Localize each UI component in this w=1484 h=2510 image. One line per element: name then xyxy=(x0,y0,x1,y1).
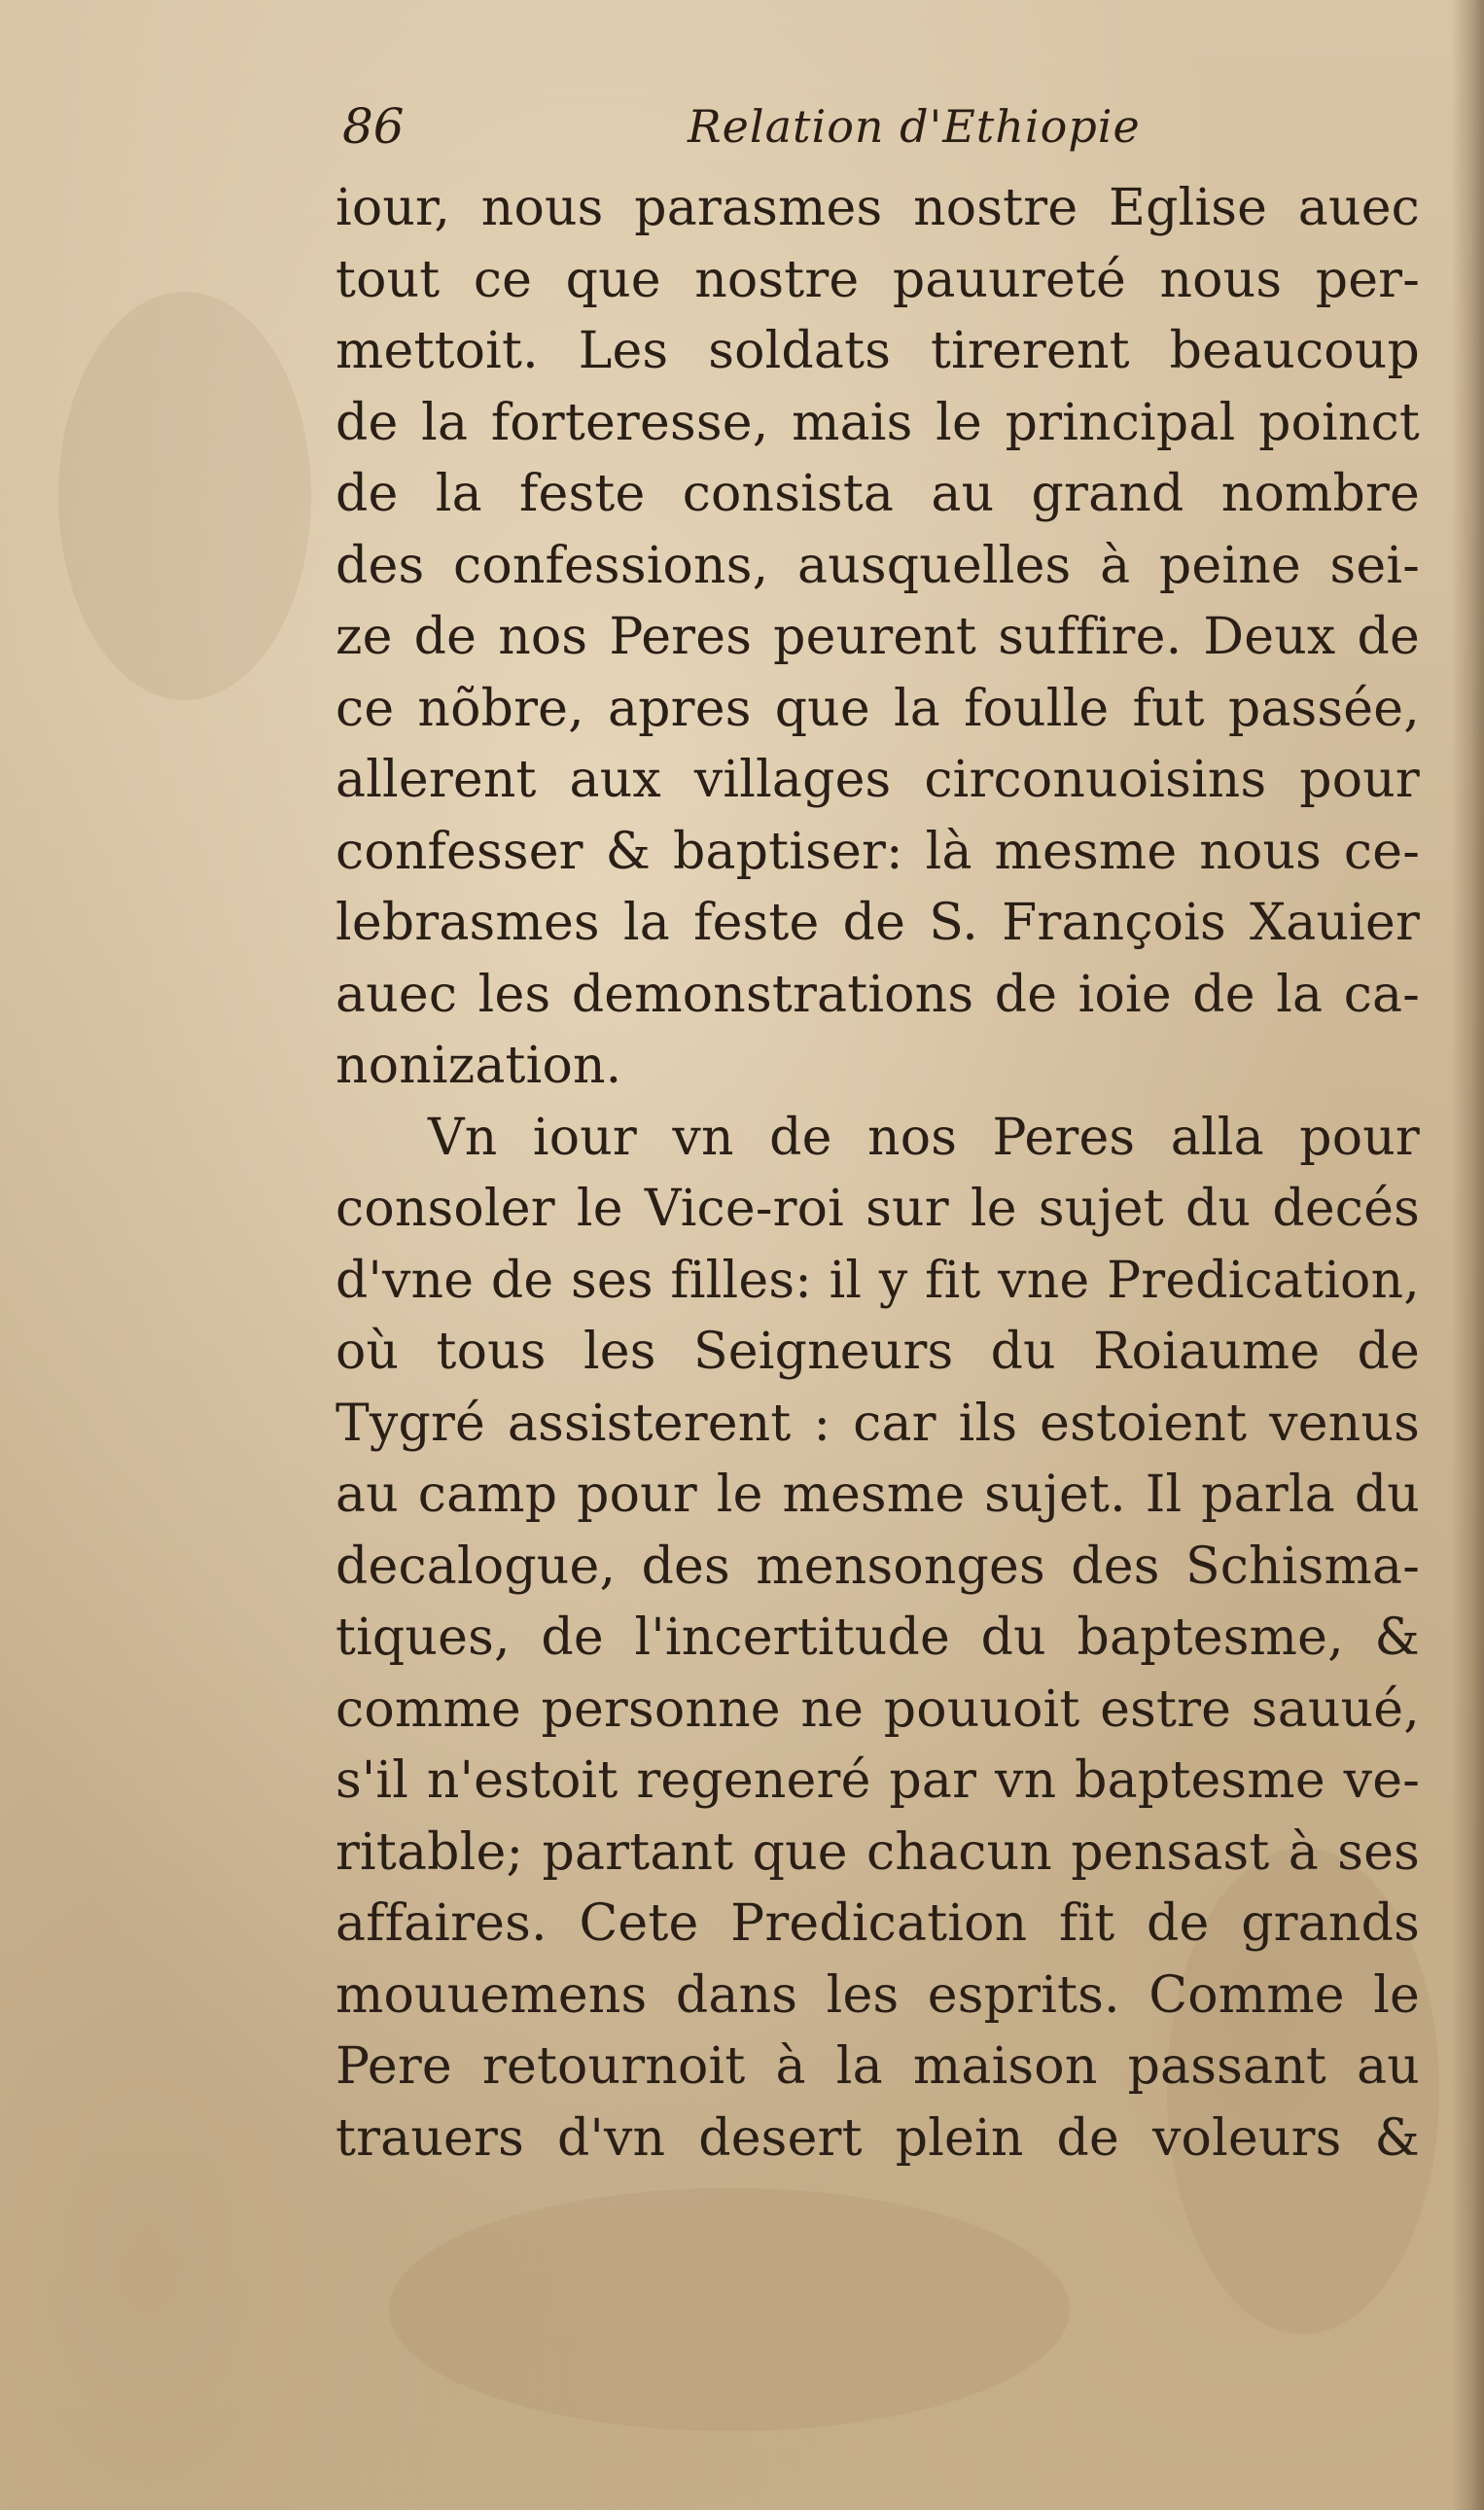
paragraph xyxy=(336,1103,1420,2175)
text-line: affaires. Cete Predication fit de grands xyxy=(336,1894,1420,1953)
text-line: de la forteresse, mais le principal poinct xyxy=(336,393,1420,452)
text-line: de la feste consista au grand nombre xyxy=(336,465,1420,523)
text-line: des confessions, ausquelles à peine sei- xyxy=(336,536,1420,595)
text-line: mettoit. Les soldats tirerent beaucoup xyxy=(336,322,1420,380)
text-line: tout ce que nostre pauureté nous per- xyxy=(336,250,1420,309)
page-number: 86 xyxy=(342,98,405,155)
text-line: ritable; partant que chacun pensast à ses xyxy=(336,1822,1420,1882)
text-line: ze de nos Peres peurent suffire. Deux de xyxy=(336,608,1420,666)
text-line: allerent aux villages circonuoisins pour xyxy=(336,751,1420,809)
text-line: comme personne ne pouuoit estre sauué, xyxy=(336,1679,1420,1739)
paper-stain xyxy=(389,2188,1070,2431)
page-edge-shadow xyxy=(1451,0,1484,2510)
text-line: s'il n'estoit regeneré par vn baptesme ve- xyxy=(336,1751,1420,1810)
text-line: Vn iour vn de nos Peres alla pour xyxy=(428,1108,1420,1167)
text-line: mouuemens dans les esprits. Comme le xyxy=(336,1965,1420,2025)
text-line: Pere retournoit à la maison passant au xyxy=(336,2037,1420,2096)
text-line: iour, nous parasmes nostre Eglise auec xyxy=(336,179,1420,237)
text-line: decalogue, des mensonges des Schisma- xyxy=(336,1537,1420,1596)
text-line: trauers d'vn desert plein de voleurs & xyxy=(336,2108,1420,2168)
paper-stain xyxy=(58,292,311,700)
body-text xyxy=(336,173,1420,2174)
text-line: tiques, de l'incertitude du baptesme, & xyxy=(336,1609,1420,1667)
page-header xyxy=(342,88,1198,165)
text-line: auec les demonstrations de ioie de la ca- xyxy=(336,965,1420,1024)
text-line: au camp pour le mesme sujet. Il parla du xyxy=(336,1466,1420,1524)
running-head: Relation d'Ethiopie xyxy=(688,100,1141,153)
text-line: Tygré assisterent : car ils estoient venus xyxy=(336,1394,1420,1453)
text-line: lebrasmes la feste de S. François Xauier xyxy=(336,894,1420,952)
text-line: confesser & baptiser: là mesme nous ce- xyxy=(336,822,1420,881)
text-line: d'vne de ses filles: il y fit vne Predication, xyxy=(336,1251,1420,1310)
text-line: nonization. xyxy=(336,1037,622,1095)
text-line: consoler le Vice-roi sur le sujet du decés xyxy=(336,1180,1420,1238)
paragraph xyxy=(336,173,1420,1103)
text-line: ce nõbre, apres que la foulle fut passée, xyxy=(336,679,1420,738)
text-line: où tous les Seigneurs du Roiaume de xyxy=(336,1323,1420,1381)
